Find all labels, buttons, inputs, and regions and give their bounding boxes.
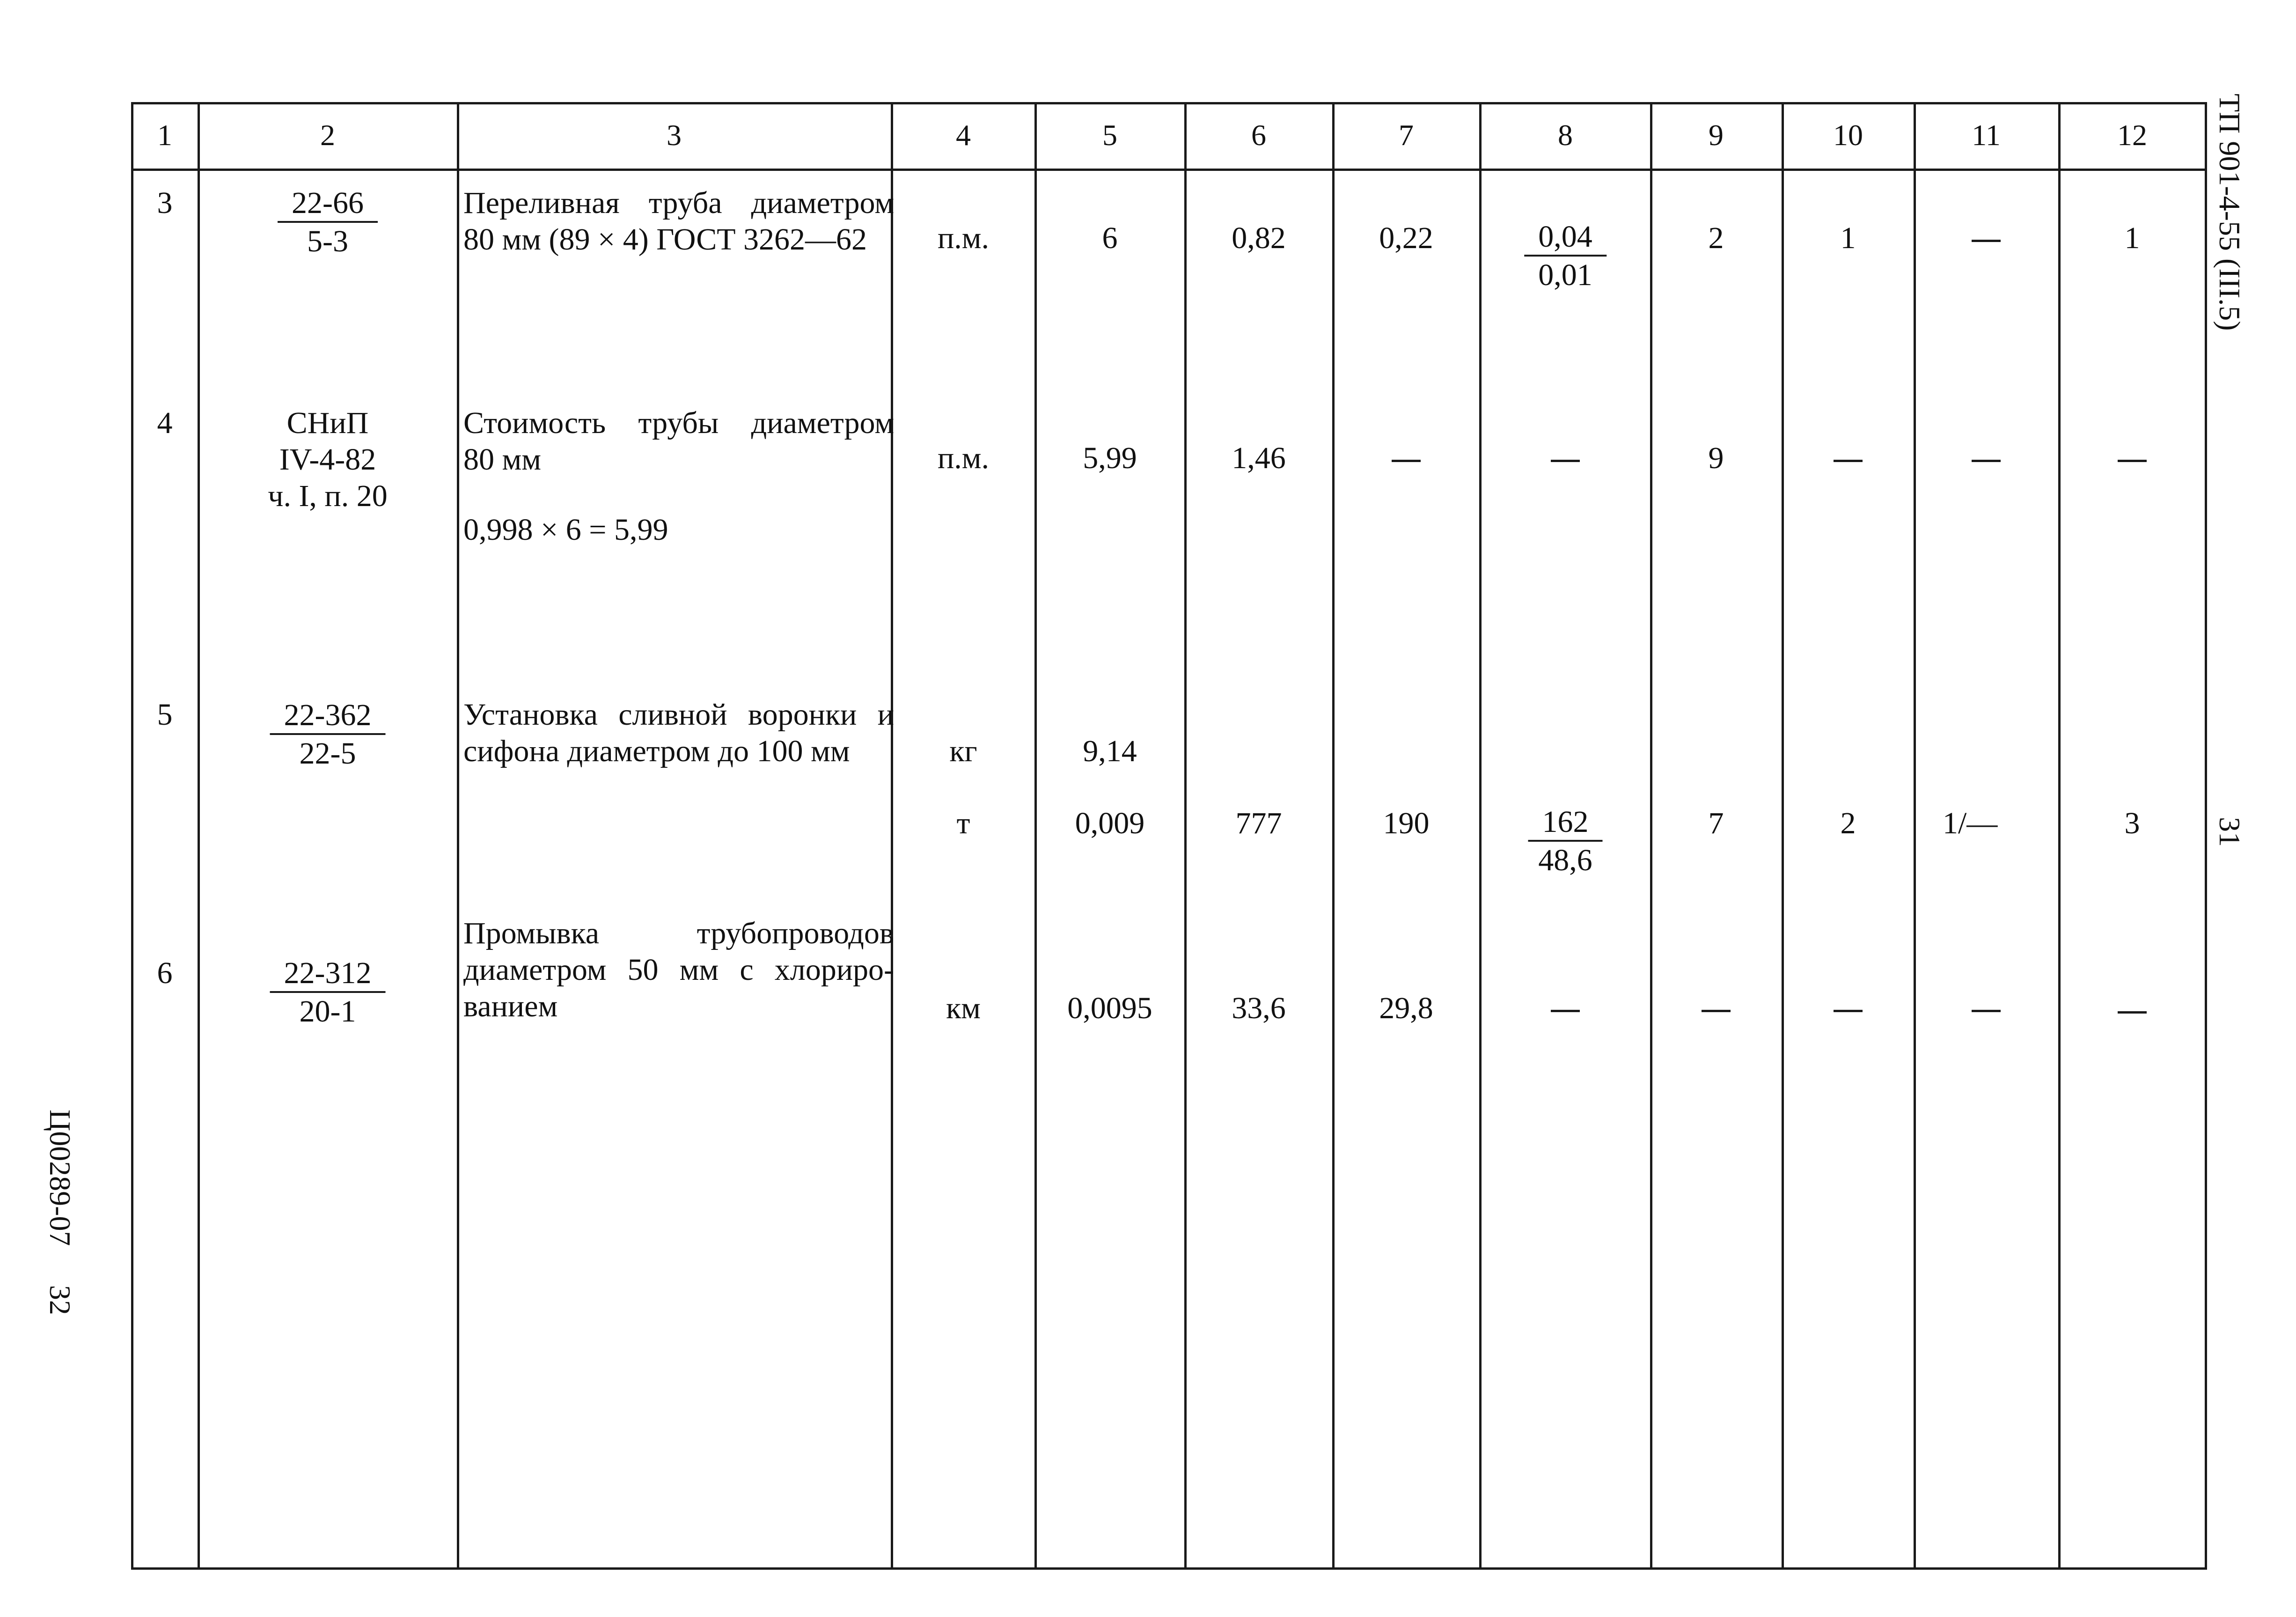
col7-value: 0,22 xyxy=(1379,221,1433,255)
col6-value: 1,46 xyxy=(1232,441,1286,475)
col-line-7 xyxy=(1479,102,1482,1570)
page-number-right: 31 xyxy=(2213,817,2246,847)
header-separator xyxy=(131,169,2205,171)
unit: п.м. xyxy=(937,441,990,475)
col11-dash xyxy=(1972,240,2001,242)
norm-reference: 22-66 5-3 xyxy=(278,186,378,258)
page-number-left: 32 xyxy=(44,1285,77,1315)
calculation: 0,998 × 6 = 5,99 xyxy=(463,513,668,547)
col-header-7: 7 xyxy=(1399,118,1414,152)
col12-dash xyxy=(2118,460,2147,462)
norm-reference-line-2: IV-4-82 xyxy=(279,442,376,477)
col-header-12: 12 xyxy=(2117,118,2147,152)
col-line-6 xyxy=(1332,102,1335,1570)
row-number: 4 xyxy=(157,406,173,440)
col10-value: 2 xyxy=(1840,806,1856,840)
quantity: 0,0095 xyxy=(1067,991,1152,1025)
col10-dash xyxy=(1834,1010,1863,1012)
col6-value: 33,6 xyxy=(1232,991,1286,1025)
col12-value: 3 xyxy=(2124,806,2140,840)
quantity: 6 xyxy=(1102,221,1118,255)
col-line-5 xyxy=(1184,102,1187,1570)
row-number: 6 xyxy=(157,956,173,990)
col9-dash xyxy=(1702,1010,1731,1012)
table-border-bottom xyxy=(131,1567,2205,1570)
norm-reference: 22-362 22-5 xyxy=(270,698,386,771)
col11-dash xyxy=(1972,460,2001,462)
col-header-4: 4 xyxy=(956,118,971,152)
col-line-4 xyxy=(1034,102,1037,1570)
archive-code: Ц00289-07 xyxy=(44,1110,77,1246)
col12-value: 1 xyxy=(2124,221,2140,255)
col-line-10 xyxy=(1914,102,1916,1570)
col-line-11 xyxy=(2058,102,2061,1570)
col-header-10: 10 xyxy=(1833,118,1863,152)
col-header-5: 5 xyxy=(1102,118,1117,152)
norm-reference: 22-312 20-1 xyxy=(270,956,386,1029)
col-header-6: 6 xyxy=(1251,118,1266,152)
quantity-secondary: 0,009 xyxy=(1075,806,1145,840)
quantity: 5,99 xyxy=(1083,441,1137,475)
col-header-8: 8 xyxy=(1558,118,1573,152)
col8-dash xyxy=(1551,460,1580,462)
col-header-11: 11 xyxy=(1972,118,2001,152)
col11-dash xyxy=(1972,1010,2001,1012)
col10-value: 1 xyxy=(1840,221,1856,255)
col8-fraction: 0,04 0,01 xyxy=(1524,220,1606,292)
col10-dash xyxy=(1834,460,1863,462)
table-border-top xyxy=(131,102,2205,104)
col9-value: 9 xyxy=(1708,441,1724,475)
col7-value: 190 xyxy=(1383,806,1430,840)
col-header-1: 1 xyxy=(157,118,172,152)
col-header-9: 9 xyxy=(1709,118,1724,152)
col-line-1 xyxy=(198,102,200,1570)
col11-value: 1/— xyxy=(1943,806,1998,840)
col-line-12 xyxy=(2205,102,2207,1570)
unit-secondary: т xyxy=(956,806,970,840)
col-line-9 xyxy=(1782,102,1784,1570)
col-header-2: 2 xyxy=(320,118,335,152)
col7-value: 29,8 xyxy=(1379,991,1433,1025)
col6-value: 777 xyxy=(1235,806,1282,840)
col6-value: 0,82 xyxy=(1232,221,1286,255)
work-description: Промывка трубопроводов диаметром 50 мм с хлориро- ванием xyxy=(463,916,894,1023)
work-description: Стоимость трубы диаметром 80 мм xyxy=(463,406,894,477)
norm-reference-line-1: СНиП xyxy=(286,406,369,440)
quantity: 9,14 xyxy=(1083,734,1137,768)
row-number: 5 xyxy=(157,698,173,732)
col8-fraction: 162 48,6 xyxy=(1528,805,1603,877)
norm-reference-line-3: ч. I, п. 20 xyxy=(268,479,388,513)
col-line-2 xyxy=(457,102,459,1570)
row-number: 3 xyxy=(157,186,173,220)
col9-value: 2 xyxy=(1708,221,1724,255)
document-code: ТП 901-4-55 (III.5) xyxy=(2213,94,2246,331)
unit: п.м. xyxy=(937,221,990,255)
col-line-8 xyxy=(1650,102,1652,1570)
work-description: Переливная труба диаметром 80 мм (89 × 4) ГОСТ 3262—62 xyxy=(463,186,894,257)
col7-dash xyxy=(1392,460,1421,462)
col-line-0 xyxy=(131,102,133,1570)
col-header-3: 3 xyxy=(667,118,682,152)
unit: кг xyxy=(949,734,977,768)
col12-dash xyxy=(2118,1011,2147,1014)
work-description: Установка сливной воронки и сифона диаметром до 100 мм xyxy=(463,698,894,768)
unit: км xyxy=(946,991,981,1025)
col8-dash xyxy=(1551,1010,1580,1012)
col-line-3 xyxy=(891,102,893,1570)
col9-value: 7 xyxy=(1708,806,1724,840)
